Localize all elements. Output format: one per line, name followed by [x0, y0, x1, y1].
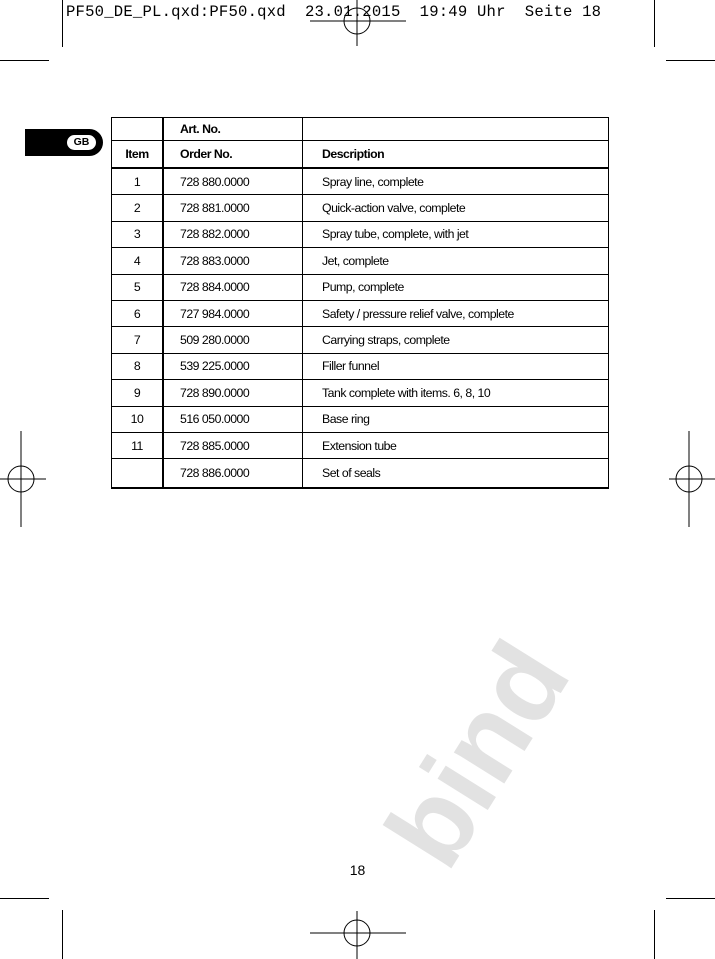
cell-item: 4: [112, 248, 164, 274]
language-code: GB: [67, 135, 96, 150]
cell-order-no: 728 886.0000: [163, 459, 303, 489]
cell-order-no: 539 225.0000: [163, 353, 303, 379]
cell-order-no: 728 883.0000: [163, 248, 303, 274]
cell-item: 6: [112, 300, 164, 326]
cell-item: 1: [112, 168, 164, 195]
table-row: [112, 432, 609, 458]
cell-order-no: 728 880.0000: [163, 168, 303, 195]
cell-order-no: 516 050.0000: [163, 406, 303, 432]
table-header-row: [112, 141, 609, 169]
cell-order-no: 728 890.0000: [163, 380, 303, 406]
cell-order-no: 728 882.0000: [163, 221, 303, 247]
table-row: [112, 406, 609, 432]
crop-mark: [654, 910, 655, 959]
cell-description: Set of seals: [303, 459, 609, 489]
cell-description: Base ring: [303, 406, 609, 432]
cell-description: Extension tube: [303, 432, 609, 458]
cell-item: 8: [112, 353, 164, 379]
cell-item: 5: [112, 274, 164, 300]
table-row: [112, 327, 609, 353]
watermark: bind: [361, 620, 593, 888]
registration-mark-right: [667, 431, 715, 527]
cell-description: Jet, complete: [303, 248, 609, 274]
cell-item: 11: [112, 432, 164, 458]
cell-order-no: 728 881.0000: [163, 195, 303, 221]
registration-mark-left: [0, 431, 48, 527]
cell-item: 10: [112, 406, 164, 432]
cell-description: Spray tube, complete, with jet: [303, 221, 609, 247]
table-row: [112, 195, 609, 221]
cell-description: Tank complete with items. 6, 8, 10: [303, 380, 609, 406]
table-row: [112, 300, 609, 326]
crop-mark: [666, 898, 715, 899]
cell-description: Spray line, complete: [303, 168, 609, 195]
cell-order-no: 727 984.0000: [163, 300, 303, 326]
language-tab: [25, 129, 103, 156]
cell-item: 9: [112, 380, 164, 406]
table-header-row: [112, 118, 609, 141]
table-row: [112, 459, 609, 489]
cell-item: 2: [112, 195, 164, 221]
header-order-no: Order No.: [163, 141, 303, 169]
cell-item: 7: [112, 327, 164, 353]
cell-description: Filler funnel: [303, 353, 609, 379]
cell-description: Carrying straps, complete: [303, 327, 609, 353]
crop-mark: [654, 0, 655, 47]
table-row: [112, 248, 609, 274]
table-row: [112, 274, 609, 300]
cell-order-no: 728 884.0000: [163, 274, 303, 300]
registration-mark-top: [310, 0, 406, 48]
cell-description: Safety / pressure relief valve, complete: [303, 300, 609, 326]
header-art-no: Art. No.: [163, 118, 303, 141]
crop-mark: [62, 0, 63, 47]
cell-item: 3: [112, 221, 164, 247]
cell-description: Pump, complete: [303, 274, 609, 300]
cell-order-no: 509 280.0000: [163, 327, 303, 353]
page-number: 18: [349, 862, 366, 878]
cell-description: Quick-action valve, complete: [303, 195, 609, 221]
parts-table: [111, 117, 609, 489]
header-description: Description: [303, 141, 609, 169]
table-row: [112, 221, 609, 247]
header-item: Item: [112, 141, 164, 169]
crop-mark: [62, 910, 63, 959]
table-row: [112, 168, 609, 195]
cell-item: [112, 459, 164, 489]
crop-mark: [666, 60, 715, 61]
registration-mark-bottom: [310, 911, 406, 959]
table-row: [112, 380, 609, 406]
table-row: [112, 353, 609, 379]
cell-order-no: 728 885.0000: [163, 432, 303, 458]
crop-mark: [0, 60, 49, 61]
print-slug-line: PF50_DE_PL.qxd:PF50.qxd 23.01.2015 19:49 Uhr Seite 18: [66, 3, 602, 21]
crop-mark: [0, 898, 49, 899]
